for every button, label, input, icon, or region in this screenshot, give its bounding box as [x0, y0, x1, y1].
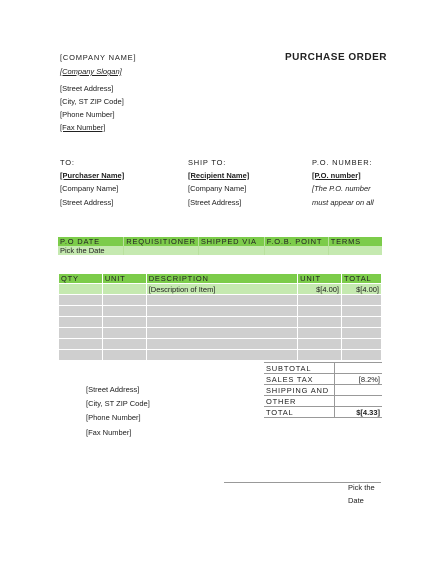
- recipient-name: [Recipient Name]: [188, 171, 250, 180]
- sales-tax-row: [264, 374, 382, 385]
- shipping-value[interactable]: [334, 385, 382, 396]
- unit-price-cell[interactable]: [298, 306, 342, 317]
- po-number-value: [P.O. number]: [312, 171, 361, 180]
- total-cell[interactable]: [342, 328, 382, 339]
- description-cell[interactable]: [146, 306, 297, 317]
- unit-cell[interactable]: [102, 284, 146, 295]
- purchaser-street: [Street Address]: [60, 198, 114, 207]
- total-cell[interactable]: [342, 306, 382, 317]
- po-number-label: P.O. NUMBER:: [312, 158, 373, 167]
- total-cell[interactable]: [342, 350, 382, 361]
- shipping-row: [264, 385, 382, 396]
- unit-header: UNIT: [102, 274, 146, 284]
- table-row: [59, 295, 382, 306]
- unit-cell[interactable]: [102, 317, 146, 328]
- totals-table: [264, 362, 382, 418]
- signature-date-line-1[interactable]: Pick the: [348, 483, 375, 492]
- qty-cell[interactable]: [59, 350, 103, 361]
- po-info-table: [58, 237, 382, 255]
- table-row: [59, 284, 382, 295]
- subtotal-value[interactable]: [334, 363, 382, 374]
- sales-tax-value[interactable]: [8.2%]: [334, 374, 382, 385]
- description-cell[interactable]: [146, 339, 297, 350]
- items-header-row: [59, 274, 382, 284]
- unit-cell[interactable]: [102, 328, 146, 339]
- requisitioner-header: REQUISITIONER: [124, 237, 199, 246]
- footer-city: [City, ST ZIP Code]: [86, 399, 150, 408]
- footer-street: [Street Address]: [86, 385, 140, 394]
- description-cell[interactable]: [146, 295, 297, 306]
- table-row: [59, 317, 382, 328]
- description-cell[interactable]: [Description of Item]: [146, 284, 297, 295]
- company-name: [COMPANY NAME]: [60, 53, 137, 62]
- purchaser-company: [Company Name]: [60, 184, 119, 193]
- qty-cell[interactable]: [59, 284, 103, 295]
- total-cell[interactable]: [342, 339, 382, 350]
- requisitioner-value[interactable]: [124, 246, 199, 255]
- po-date-header: P.O DATE: [58, 237, 124, 246]
- document-title: PURCHASE ORDER: [285, 52, 388, 63]
- recipient-street: [Street Address]: [188, 198, 242, 207]
- footer-phone: [Phone Number]: [86, 413, 141, 422]
- fob-point-value[interactable]: [264, 246, 328, 255]
- purchaser-name: [Purchaser Name]: [60, 171, 125, 180]
- po-number-note-2: must appear on all: [312, 198, 374, 207]
- terms-header: TERMS: [330, 237, 361, 246]
- total-cell[interactable]: [342, 295, 382, 306]
- unit-price-cell[interactable]: [298, 328, 342, 339]
- ship-to-label: SHIP TO:: [188, 158, 227, 167]
- subtotal-row: [264, 363, 382, 374]
- unit-cell[interactable]: [102, 306, 146, 317]
- terms-value[interactable]: [328, 246, 382, 255]
- unit-price-cell[interactable]: [298, 317, 342, 328]
- unit-price-cell[interactable]: [298, 339, 342, 350]
- company-fax: [Fax Number]: [60, 123, 106, 132]
- to-label: TO:: [60, 158, 75, 167]
- unit-cell[interactable]: [102, 350, 146, 361]
- unit-price-cell[interactable]: [298, 350, 342, 361]
- po-number-note-1: [The P.O. number: [312, 184, 371, 193]
- description-cell[interactable]: [146, 350, 297, 361]
- total-header: TOTAL: [342, 274, 382, 284]
- qty-cell[interactable]: [59, 339, 103, 350]
- table-row: [59, 350, 382, 361]
- shipped-via-value[interactable]: [198, 246, 264, 255]
- description-cell[interactable]: [146, 317, 297, 328]
- signature-date-line-2[interactable]: Date: [348, 496, 364, 505]
- unit-cell[interactable]: [102, 295, 146, 306]
- description-header: DESCRIPTION: [146, 274, 297, 284]
- qty-header: QTY: [59, 274, 103, 284]
- subtotal-label: SUBTOTAL: [264, 363, 334, 374]
- qty-cell[interactable]: [59, 306, 103, 317]
- fob-point-header: F.O.B. POINT: [264, 237, 328, 246]
- table-row: [59, 339, 382, 350]
- po-info-header-row: [58, 237, 382, 246]
- sales-tax-label: SALES TAX: [264, 374, 334, 385]
- total-cell[interactable]: $[4.00]: [342, 284, 382, 295]
- company-street: [Street Address]: [60, 84, 114, 93]
- table-row: [59, 328, 382, 339]
- company-phone: [Phone Number]: [60, 110, 115, 119]
- shipped-via-header: SHIPPED VIA: [198, 237, 264, 246]
- unit-price-cell[interactable]: $[4.00]: [298, 284, 342, 295]
- items-table: [58, 273, 382, 361]
- unit-cell[interactable]: [102, 339, 146, 350]
- total-row: [264, 407, 382, 418]
- footer-fax: [Fax Number]: [86, 428, 132, 437]
- po-info-row: [58, 246, 382, 255]
- other-label: OTHER: [264, 396, 334, 407]
- po-date-value[interactable]: Pick the Date: [58, 246, 124, 255]
- other-row: [264, 396, 382, 407]
- unit-price-cell[interactable]: [298, 295, 342, 306]
- description-cell[interactable]: [146, 328, 297, 339]
- unit-price-header: UNIT: [298, 274, 342, 284]
- recipient-company: [Company Name]: [188, 184, 247, 193]
- other-value[interactable]: [334, 396, 382, 407]
- shipping-label: SHIPPING AND: [264, 385, 334, 396]
- qty-cell[interactable]: [59, 317, 103, 328]
- total-cell[interactable]: [342, 317, 382, 328]
- qty-cell[interactable]: [59, 295, 103, 306]
- table-row: [59, 306, 382, 317]
- company-slogan: [Company Slogan]: [60, 67, 122, 76]
- company-city: [City, ST ZIP Code]: [60, 97, 124, 106]
- total-label: TOTAL: [264, 407, 334, 418]
- total-value[interactable]: $[4.33]: [334, 407, 382, 418]
- qty-cell[interactable]: [59, 328, 103, 339]
